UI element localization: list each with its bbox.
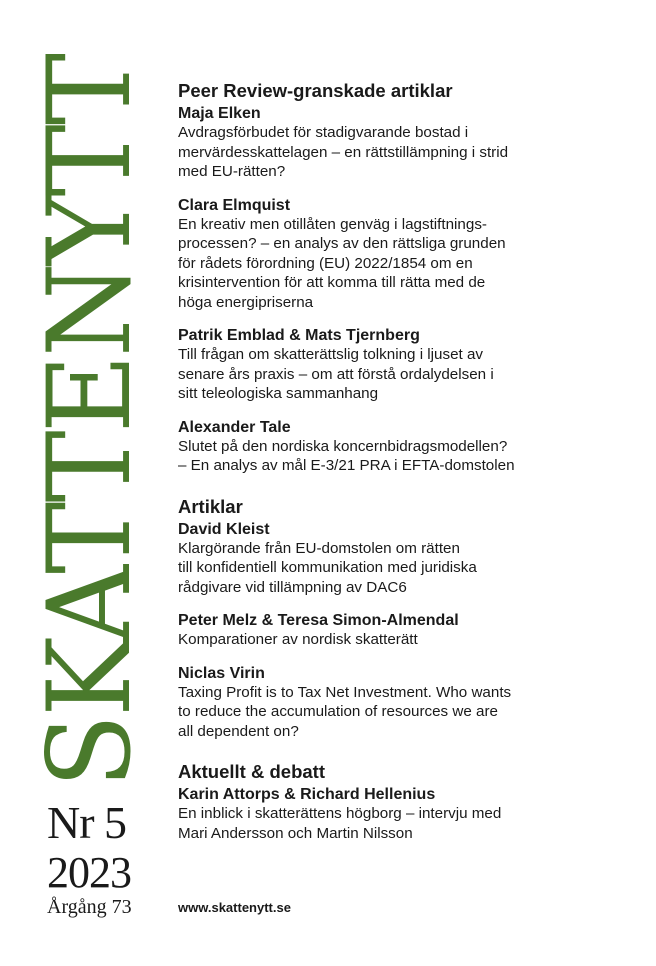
entry-title-line: Avdragsförbudet för stadigvarande bostad i — [178, 124, 469, 141]
issue-info — [47, 797, 147, 918]
entry-author: Peter Melz & Teresa Simon-Almendal — [178, 612, 459, 629]
toc-entry — [178, 611, 638, 650]
entry-title-line: Mari Andersson och Martin Nilsson — [178, 824, 413, 842]
entry-title-line: En inblick i skatterättens högborg – intervju med — [178, 805, 502, 822]
section-heading: Artiklar — [178, 495, 243, 517]
entry-title-line: Klargörande från EU-domstolen om rätten — [178, 539, 460, 557]
entry-title-line: höga energipriserna — [178, 293, 314, 311]
toc-section — [178, 761, 638, 843]
entry-title-line: to reduce the accumulation of resources we are — [178, 703, 498, 720]
entry-title-line: En kreativ men otillåten genväg i lagstiftnings- — [178, 215, 487, 233]
toc-entry — [178, 196, 638, 313]
entry-author: Maja Elken — [178, 105, 261, 122]
entry-title-line: mervärdesskattelagen – en rättstillämpning i strid — [178, 143, 509, 161]
toc-entry — [178, 326, 638, 404]
toc-entry — [178, 520, 638, 598]
table-of-contents — [178, 80, 638, 843]
section-heading: Peer Review-granskade artiklar — [178, 80, 453, 101]
issue-number: Nr 5 — [47, 797, 127, 848]
section-heading: Aktuellt & debatt — [178, 761, 325, 782]
toc-section — [178, 496, 638, 742]
entry-title-line: Slutet på den nordiska koncernbidragsmodellen? — [178, 437, 508, 455]
entry-title-line: Taxing Profit is to Tax Net Investment. Who wants — [178, 683, 512, 701]
masthead-container — [23, 55, 156, 789]
entry-title-line: med EU-rätten? — [178, 163, 286, 180]
issue-year: 2023 — [47, 848, 131, 897]
entry-author: Patrik Emblad & Mats Tjernberg — [178, 327, 420, 344]
issue-volume: Årgång 73 — [47, 896, 132, 918]
entry-author: Karin Attorps & Richard Hellenius — [178, 786, 436, 803]
toc-entry — [178, 785, 638, 843]
entry-author: Alexander Tale — [178, 418, 291, 436]
masthead-title: SKATTENYTT — [23, 55, 156, 789]
entry-author: Clara Elmquist — [178, 196, 291, 214]
entry-title-line: sitt teleologiska sammanhang — [178, 385, 379, 402]
website-link[interactable]: www.skattenytt.se — [178, 900, 291, 915]
entry-title-line: rådgivare vid tillämpning av DAC6 — [178, 578, 407, 596]
toc-entry — [178, 418, 638, 476]
entry-title-line: för rådets förordning (EU) 2022/1854 om en — [178, 254, 473, 272]
entry-title-line: Komparationer av nordisk skatterätt — [178, 631, 418, 648]
entry-title-line: processen? – en analys av den rättsliga grunden — [178, 235, 506, 252]
entry-title-line: – En analys av mål E-3/21 PRA i EFTA-domstolen — [178, 457, 515, 474]
entry-author: Niclas Virin — [178, 664, 265, 682]
toc-entry — [178, 664, 638, 742]
entry-title-line: krisintervention för att komma till rätta med de — [178, 274, 486, 291]
entry-title-line: senare års praxis – om att förstå ordalydelsen i — [178, 365, 494, 383]
toc-section — [178, 80, 638, 476]
entry-author: David Kleist — [178, 520, 270, 538]
entry-title-line: all dependent on? — [178, 722, 299, 740]
toc-entry — [178, 104, 638, 182]
entry-title-line: till konfidentiell kommunikation med juridiska — [178, 559, 477, 576]
entry-title-line: Till frågan om skatterättslig tolkning i ljuset av — [178, 346, 484, 363]
